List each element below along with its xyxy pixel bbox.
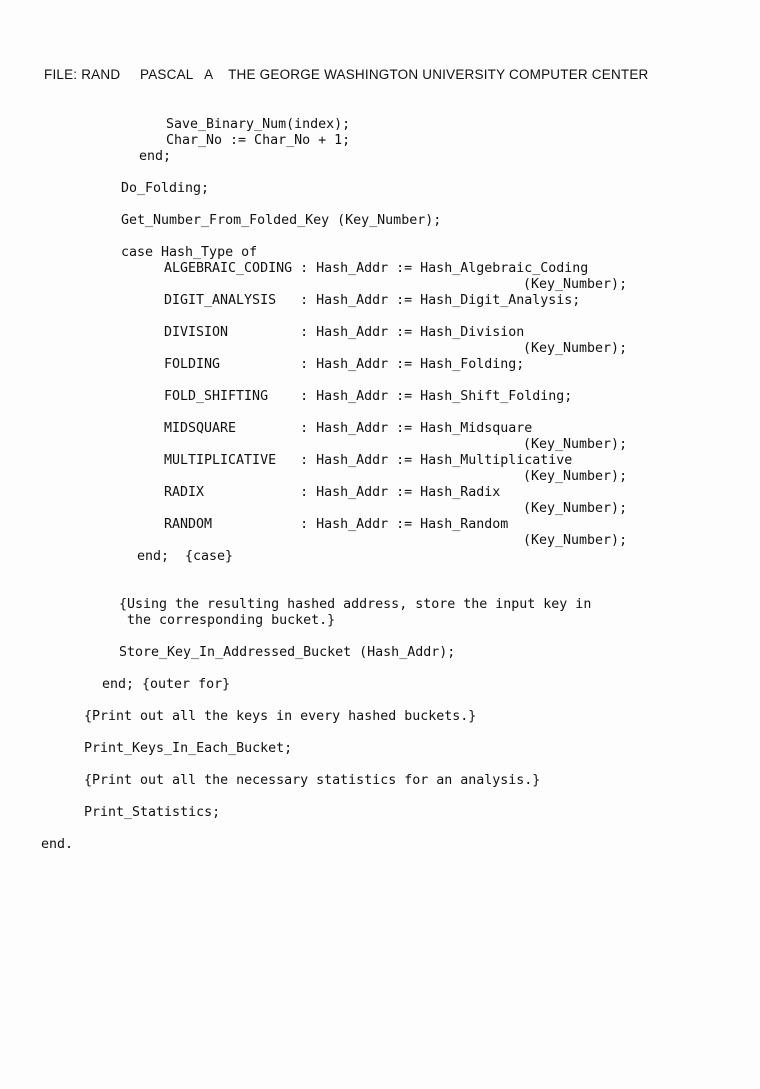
code-line: Print_Keys_In_Each_Bucket; <box>84 741 293 756</box>
code-comment: {Print out all the necessary statistics for an analysis.} <box>84 773 541 788</box>
code-line: (Key_Number); <box>523 341 628 356</box>
code-line: DIGIT_ANALYSIS : Hash_Addr := Hash_Digit_Analysis; <box>164 293 581 308</box>
code-line: MULTIPLICATIVE : Hash_Addr := Hash_Multiplicative <box>164 453 573 468</box>
code-line: FOLDING : Hash_Addr := Hash_Folding; <box>164 357 525 372</box>
code-line: ALGEBRAIC_CODING : Hash_Addr := Hash_Algebraic_Coding <box>164 261 589 276</box>
code-line: (Key_Number); <box>523 501 628 516</box>
code-line: RADIX : Hash_Addr := Hash_Radix <box>164 485 501 500</box>
code-line: end; {outer for} <box>102 677 231 692</box>
code-line: Get_Number_From_Folded_Key (Key_Number); <box>121 213 442 228</box>
code-line: end. <box>41 837 74 852</box>
code-line: Do_Folding; <box>121 181 210 196</box>
code-comment: {Using the resulting hashed address, store the input key in <box>119 597 592 612</box>
code-line: Save_Binary_Num(index); <box>166 117 351 132</box>
code-line: Char_No := Char_No + 1; <box>166 133 351 148</box>
code-line: RANDOM : Hash_Addr := Hash_Random <box>164 517 509 532</box>
code-line: DIVISION : Hash_Addr := Hash_Division <box>164 325 525 340</box>
code-line: Store_Key_In_Addressed_Bucket (Hash_Addr); <box>119 645 456 660</box>
code-line: MIDSQUARE : Hash_Addr := Hash_Midsquare <box>164 421 533 436</box>
code-line: (Key_Number); <box>523 277 628 292</box>
code-comment: the corresponding bucket.} <box>119 613 336 628</box>
code-line: end; {case} <box>137 549 234 564</box>
code-line: Print_Statistics; <box>84 805 221 820</box>
file-header: FILE: RAND PASCAL A THE GEORGE WASHINGTON UNIVERSITY COMPUTER CENTER <box>44 67 649 82</box>
code-line: FOLD_SHIFTING : Hash_Addr := Hash_Shift_Folding; <box>164 389 573 404</box>
code-comment: {Print out all the keys in every hashed buckets.} <box>84 709 477 724</box>
code-line: case Hash_Type of <box>121 245 258 260</box>
code-line: (Key_Number); <box>523 533 628 548</box>
code-line: (Key_Number); <box>523 437 628 452</box>
code-line: end; <box>139 149 172 164</box>
code-line: (Key_Number); <box>523 469 628 484</box>
